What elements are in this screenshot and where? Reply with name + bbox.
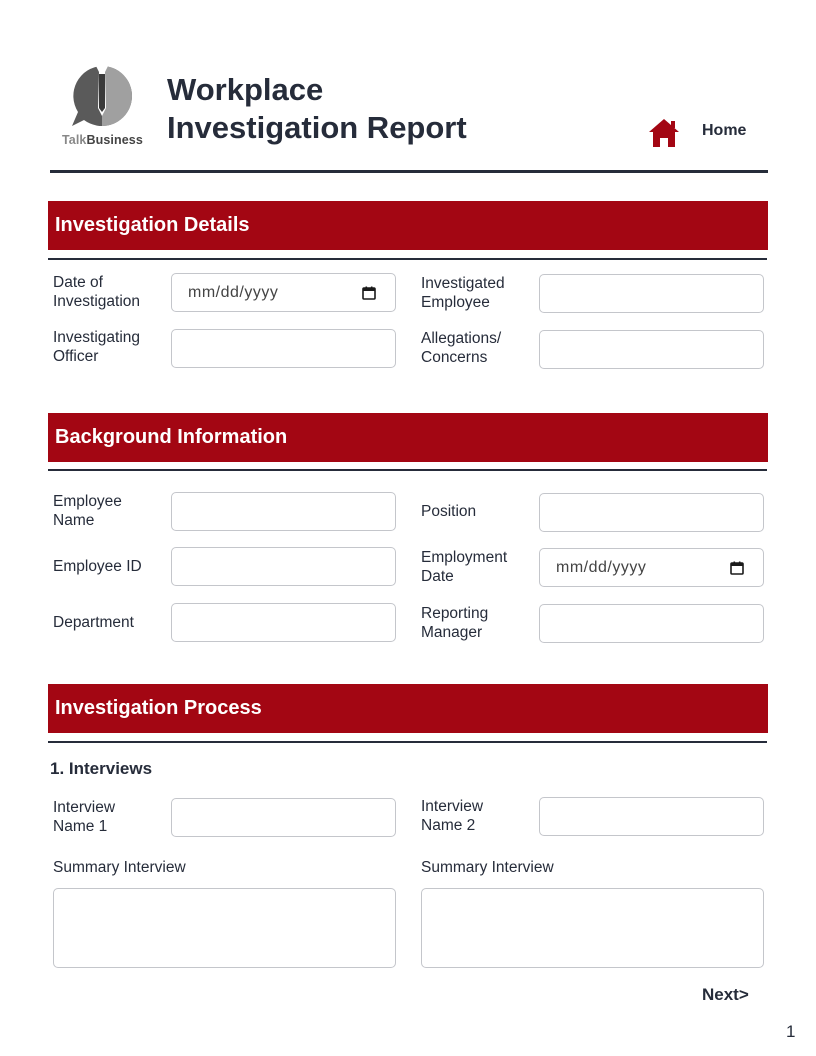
date-of-investigation-input[interactable] [171, 273, 396, 312]
page-title [167, 71, 467, 147]
interview-name-2-label [421, 797, 483, 835]
label-line: Officer [53, 348, 99, 365]
date-placeholder: mm/dd/yyyy [188, 284, 279, 301]
employee-name-input[interactable] [171, 492, 396, 531]
section-divider [48, 741, 767, 743]
interview-name-1-label [53, 798, 115, 836]
logo-text-talk: Talk [62, 133, 87, 147]
logo-text-business: Business [86, 133, 143, 147]
date-placeholder: mm/dd/yyyy [556, 559, 647, 576]
calendar-icon[interactable] [362, 286, 376, 300]
reporting-manager-input[interactable] [539, 604, 764, 643]
summary-interview-1-label: Summary Interview [53, 859, 186, 876]
position-label: Position [421, 503, 477, 520]
label-line: Date [421, 568, 454, 585]
label-line: Investigated [421, 275, 505, 292]
interview-name-1-input[interactable] [171, 798, 396, 837]
label-line: Employment [421, 549, 508, 566]
department-label: Department [53, 614, 134, 631]
investigating-officer-input[interactable] [171, 329, 396, 368]
label-line: Name [53, 512, 95, 529]
reporting-manager-label [421, 604, 488, 642]
allegations-concerns-label [421, 329, 501, 367]
allegations-concerns-input[interactable] [539, 330, 764, 369]
speech-bubble-logo-icon [70, 64, 134, 128]
date-of-investigation-label [53, 273, 140, 311]
investigated-employee-label [421, 274, 505, 312]
logo-wordmark [62, 133, 143, 147]
home-link[interactable]: Home [702, 122, 747, 139]
employment-date-label [421, 548, 507, 586]
interview-name-2-input[interactable] [539, 797, 764, 836]
section-divider [48, 469, 767, 471]
header-divider [50, 170, 768, 173]
label-line: Manager [421, 624, 483, 641]
calendar-icon[interactable] [730, 561, 744, 575]
summary-interview-1-textarea[interactable] [53, 888, 396, 968]
label-line: Investigation [53, 293, 141, 310]
page-title-line-2: Investigation Report [167, 110, 467, 145]
interviews-subheading: 1. Interviews [50, 759, 153, 778]
employee-name-label [53, 492, 122, 530]
position-input[interactable] [539, 493, 764, 532]
label-line: Interview [53, 799, 116, 816]
employee-id-label: Employee ID [53, 558, 142, 575]
employment-date-input[interactable] [539, 548, 764, 587]
label-line: Reporting [421, 605, 489, 622]
label-line: Interview [421, 798, 484, 815]
label-line: Name 2 [421, 817, 476, 834]
label-line: Investigating [53, 329, 141, 346]
label-line: Date of [53, 274, 103, 291]
department-input[interactable] [171, 603, 396, 642]
company-logo [58, 62, 150, 150]
summary-interview-2-label: Summary Interview [421, 859, 554, 876]
label-line: Employee [421, 294, 490, 311]
label-line: Allegations/ [421, 330, 502, 347]
investigated-employee-input[interactable] [539, 274, 764, 313]
section-header-background-information: Background Information [48, 413, 768, 462]
investigating-officer-label [53, 328, 140, 366]
page-number: 1 [786, 1022, 796, 1041]
label-line: Employee [53, 493, 122, 510]
label-line: Concerns [421, 349, 488, 366]
section-divider [48, 258, 767, 260]
label-line: Name 1 [53, 818, 108, 835]
home-icon[interactable] [648, 117, 680, 149]
next-page-link[interactable]: Next> [702, 985, 749, 1004]
page-title-line-1: Workplace [167, 72, 324, 107]
employee-id-input[interactable] [171, 547, 396, 586]
section-header-investigation-process: Investigation Process [48, 684, 768, 733]
summary-interview-2-textarea[interactable] [421, 888, 764, 968]
section-header-investigation-details: Investigation Details [48, 201, 768, 250]
